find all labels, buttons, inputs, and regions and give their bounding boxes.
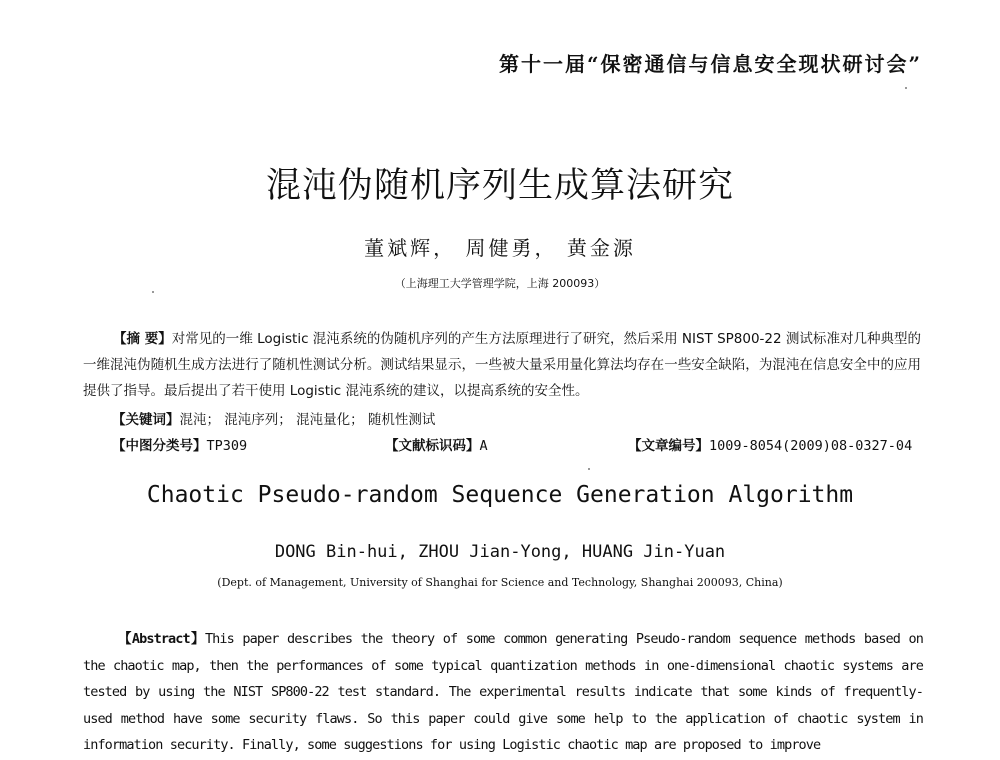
classification-number	[112, 434, 247, 454]
document-code-label: 【文献标识码】	[385, 438, 480, 454]
document-code	[385, 434, 488, 454]
abstract-cn	[83, 326, 921, 404]
authors-cn: 董斌辉， 周健勇， 黄金源	[364, 236, 636, 260]
abstract-en	[83, 626, 923, 759]
authors-en: DONG Bin-hui, ZHOU Jian-Yong, HUANG Jin-Yuan	[274, 542, 726, 562]
keywords-cn	[112, 408, 435, 428]
article-number-value: 1009-8054(2009)08-0327-04	[709, 438, 913, 454]
keywords-label-cn: 【关键词】	[112, 412, 180, 428]
keywords-text-cn: 混沌； 混沌序列； 混沌量化； 随机性测试	[179, 412, 436, 428]
scan-speck	[152, 291, 154, 293]
affiliation-en: (Dept. of Management, University of Shanghai for Science and Technology, Shanghai 200093, China)	[217, 576, 783, 589]
paper-title-en: Chaotic Pseudo-random Sequence Generation Algorithm	[146, 482, 854, 508]
abstract-label-cn: 【摘 要】	[113, 331, 172, 347]
paper-title-cn: 混沌伪随机序列生成算法研究	[265, 166, 734, 206]
classification-value: TP309	[206, 438, 248, 454]
abstract-text-cn: 对常见的一维 Logistic 混沌系统的伪随机序列的产生方法原理进行了研究，然后采用 NIST SP800-22 测试标准对几种典型的一维混沌伪随机生成方法进行了随机性测试分析。测试结果显示，一些被大量采用量化算法均存在一些安全缺陷，为混沌在信息安全中的应用提供了指导。最后提出了若干使用 Logistic 混沌系统的建议，以提高系统的安全性。	[83, 331, 922, 399]
article-number	[628, 434, 912, 454]
conference-header: 第十一届“保密通信与信息安全现状研讨会”	[498, 52, 922, 76]
affiliation-cn: （上海理工大学管理学院，上海 200093）	[394, 277, 606, 290]
document-code-value: A	[479, 438, 488, 454]
article-number-label: 【文章编号】	[628, 438, 709, 454]
classification-label: 【中图分类号】	[112, 438, 207, 454]
scan-speck	[905, 87, 907, 89]
scan-speck	[588, 468, 590, 470]
abstract-label-en: 【Abstract】	[118, 631, 205, 647]
abstract-text-en: This paper describes the theory of some common generating Pseudo-random sequence methods based on the chaotic map, then the performances of some typical quantization methods in one-dimensional chaotic systems are tested by using the NIST SP800-22 test standard. The experimental results indicate that some kinds of frequently-used method have some security flaws. So this paper could give some help to the application of chaotic system in information security. Finally, some suggestions for using Logistic chaotic map are proposed to improve	[83, 631, 923, 753]
